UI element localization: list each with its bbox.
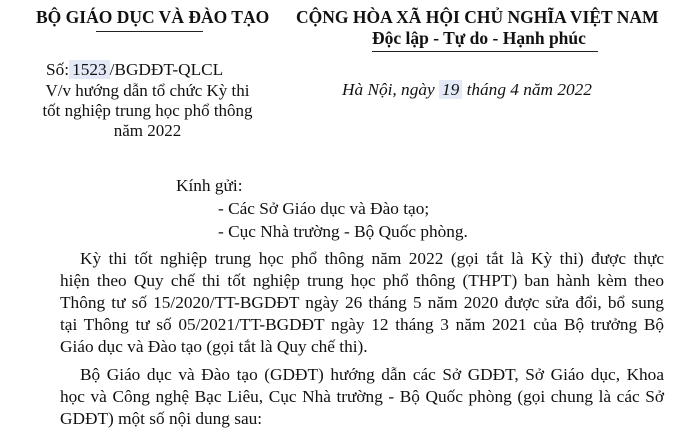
document-number: [46, 60, 223, 80]
number-prefix: Số:: [46, 60, 70, 79]
recipient-item: - Cục Nhà trường - Bộ Quốc phòng.: [218, 222, 468, 241]
paragraph-line: Giáo dục và Đào tạo (gọi tắt là Quy chế thi).: [60, 337, 368, 356]
ministry-name: BỘ GIÁO DỤC VÀ ĐÀO TẠO: [36, 7, 270, 27]
paragraph-line: học và Công nghệ Bạc Liêu, Cục Nhà trường - Bộ Quốc phòng (gọi chung là các Sở: [60, 387, 664, 406]
body-paragraph-1: [60, 248, 664, 358]
subject-line: năm 2022: [113, 121, 182, 140]
republic-name: CỘNG HÒA XÃ HỘI CHỦ NGHĨA VIỆT NAM: [296, 7, 659, 27]
paragraph-line: Bộ Giáo dục và Đào tạo (GDĐT) hướng dẫn các Sở GDĐT, Sở Giáo dục, Khoa: [80, 365, 664, 384]
number-value: 1523: [69, 60, 110, 79]
motto-underline: [372, 51, 598, 52]
number-suffix: /BGDĐT-QLCL: [109, 60, 224, 79]
subject-line: V/v hướng dẫn tổ chức Kỳ thi: [45, 81, 250, 100]
date-day: 19: [439, 80, 462, 99]
paragraph-line: Thông tư số 15/2020/TT-BGDĐT ngày 26 tháng 5 năm 2020 được sửa đổi, bổ sung: [60, 293, 664, 312]
paragraph-line: Kỳ thi tốt nghiệp trung học phổ thông năm 2022 (gọi tắt là Kỳ thi) được thực: [80, 249, 664, 268]
subject-line: tốt nghiệp trung học phổ thông: [42, 101, 253, 120]
subject-block: [0, 81, 295, 141]
body-paragraph-2: [60, 364, 664, 430]
paragraph-line: GDĐT) một số nội dung sau:: [60, 409, 263, 428]
recipients-label: Kính gửi:: [176, 176, 243, 195]
date-line: [342, 80, 592, 100]
date-suffix: tháng 4 năm 2022: [466, 80, 592, 99]
ministry-underline: [96, 31, 203, 32]
paragraph-line: tại Thông tư số 05/2021/TT-BGDĐT ngày 12 tháng 3 năm 2021 của Bộ trưởng Bộ: [60, 315, 664, 334]
date-prefix: Hà Nội, ngày: [342, 80, 435, 99]
paragraph-line: hiện theo Quy chế thi tốt nghiệp trung học phổ thông (THPT) ban hành kèm theo: [60, 271, 664, 290]
national-motto: Độc lập - Tự do - Hạnh phúc: [372, 28, 586, 48]
recipient-item: - Các Sở Giáo dục và Đào tạo;: [218, 199, 430, 218]
